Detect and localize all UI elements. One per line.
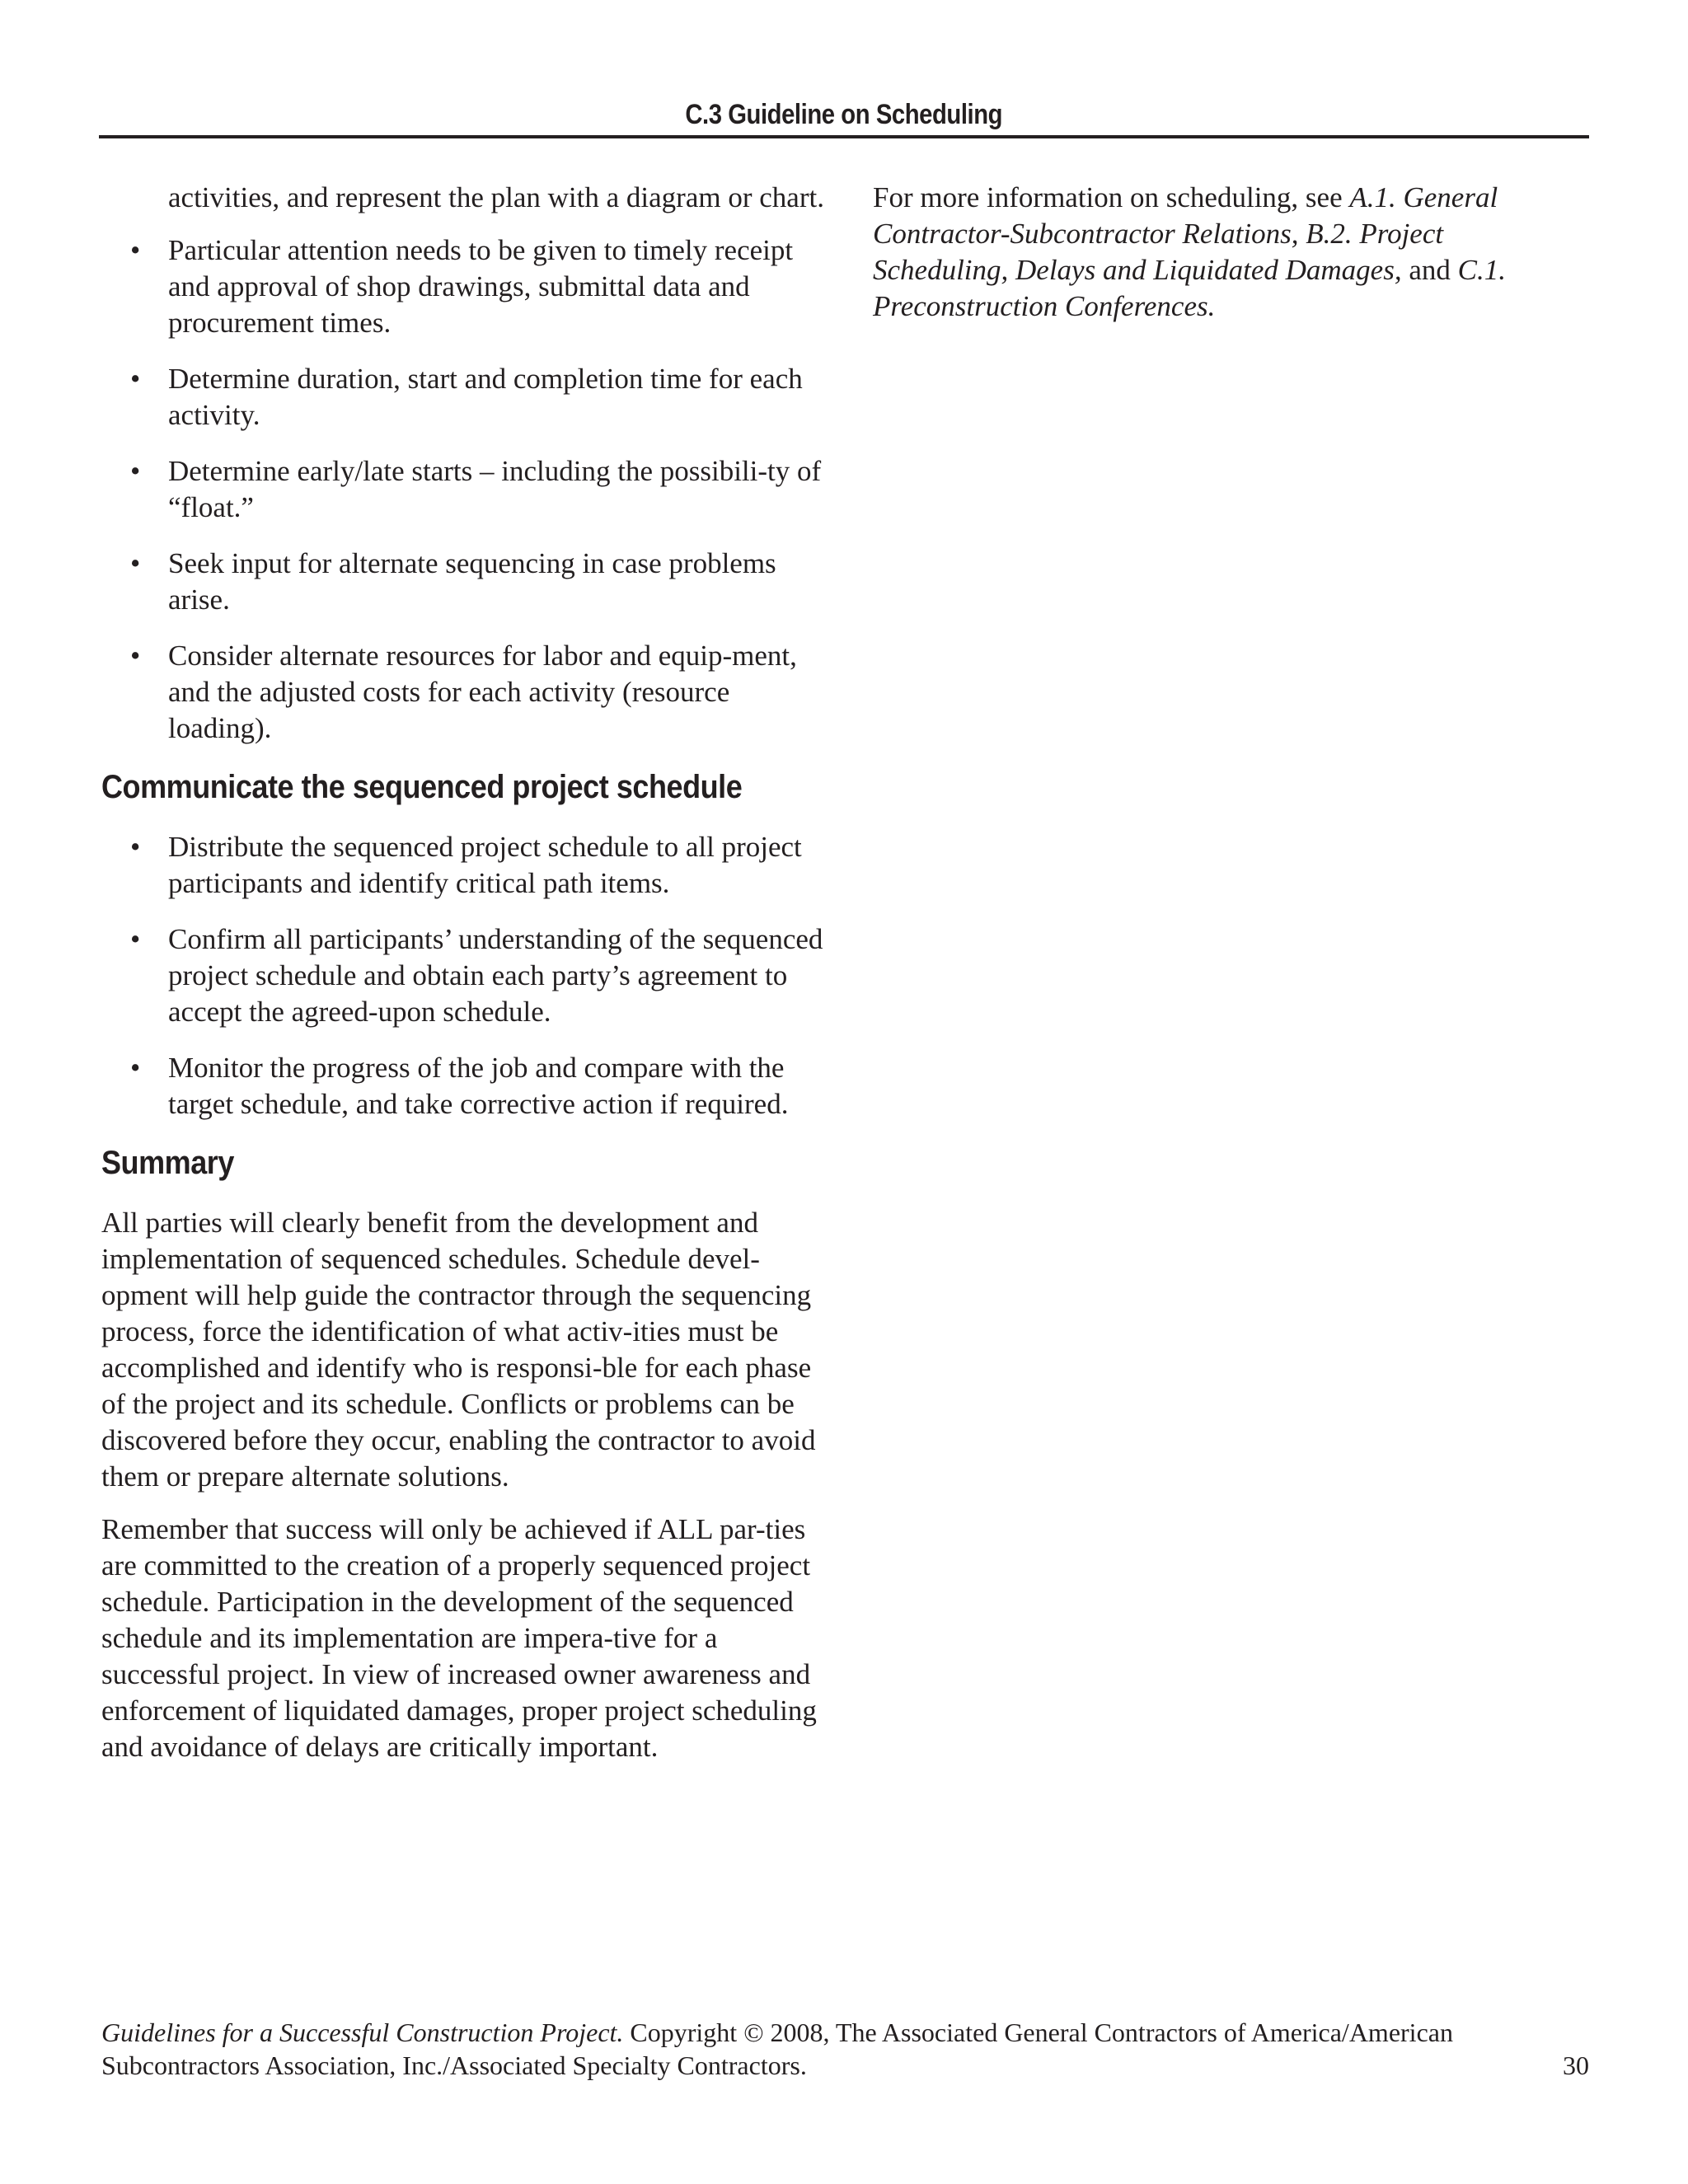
- list-item-text: Distribute the sequenced project schedule to all project participants and identify critical path items.: [168, 831, 802, 899]
- page-header: [99, 94, 1589, 138]
- bullet-glyph: •: [130, 455, 141, 487]
- bullet-glyph: •: [130, 923, 141, 955]
- list-item-text: Seek input for alternate sequencing in case problems arise.: [168, 547, 776, 616]
- list-item-text: Consider alternate resources for labor and equip-ment, and the adjusted costs for each activity (resource loading).: [168, 640, 797, 744]
- more-info-and: and: [1401, 254, 1458, 286]
- more-info-lead: For more information on scheduling, see: [873, 181, 1350, 213]
- bullet-glyph: •: [130, 363, 141, 395]
- list-item: [101, 638, 825, 747]
- bullet-glyph: •: [130, 1052, 141, 1084]
- list-item-text: Determine duration, start and completion time for each activity.: [168, 363, 803, 431]
- list-item: [101, 1050, 825, 1122]
- list-item: [101, 829, 825, 902]
- left-column: [101, 180, 825, 1782]
- bullet-glyph: •: [130, 234, 141, 266]
- page-header-title: C.3 Guideline on Scheduling: [685, 99, 1003, 130]
- reference-link-2: C.1. Preconstruction Conferences.: [873, 254, 1506, 322]
- section-heading-summary: Summary: [101, 1145, 234, 1181]
- bullet-glyph: •: [130, 547, 141, 579]
- summary-paragraph: Remember that success will only be achieved if ALL par-ties are committed to the creation of a properly sequenced project schedule. Participation in the development of the sequenced schedule and its implementation are impera-tive for a successful project. In view of increased owner awareness and enforcement of liquidated damages, proper project scheduling and avoidance of delays are critically important.: [101, 1513, 817, 1763]
- list-item-text: Monitor the progress of the job and compare with the target schedule, and take corrective action if required.: [168, 1052, 789, 1120]
- list-item: [101, 546, 825, 618]
- reference-link-1: A.1. General Contractor-Subcontractor Relations, B.2. Project Scheduling, Delays and Liquidated Damages,: [873, 181, 1498, 286]
- more-info-paragraph: [873, 180, 1565, 325]
- continued-text: activities, and represent the plan with a diagram or chart.: [168, 181, 824, 213]
- bullet-glyph: •: [130, 831, 141, 863]
- list-item-text: Particular attention needs to be given to timely receipt and approval of shop drawings, submittal data and procurement times.: [168, 234, 794, 339]
- list-item: [101, 361, 825, 434]
- communicate-bullet-list: [101, 829, 825, 1122]
- list-item-text: Confirm all participants’ understanding of the sequenced project schedule and obtain each party’s agreement to accept the agreed-upon schedule.: [168, 923, 823, 1028]
- list-item: [101, 232, 825, 341]
- list-item: [101, 921, 825, 1030]
- top-bullet-list: [101, 232, 825, 747]
- footer-publication-title: Guidelines for a Successful Construction Project.: [101, 2018, 624, 2047]
- summary-paragraph: All parties will clearly benefit from the development and implementation of sequenced schedules. Schedule devel-opment will help guide the contractor through the sequencing process, force the identification of what activ-ities must be accomplished and identify who is responsi-ble for each phase of the project and its schedule. Conflicts or problems can be discovered before they occur, enabling the contractor to avoid them or prepare alternate solutions.: [101, 1207, 816, 1493]
- page-footer: [101, 2016, 1589, 2082]
- section-heading-communicate: Communicate the sequenced project schedule: [101, 769, 743, 805]
- page-number: 30: [1563, 2050, 1589, 2080]
- list-item: [101, 453, 825, 526]
- bullet-glyph: •: [130, 640, 141, 672]
- footer-copyright: Copyright © 2008, The Associated General Contractors of America/American Subcontractors Association, Inc./Associated Specialty Contractors.: [101, 2018, 1453, 2080]
- list-item-text: Determine early/late starts – including the possibili-ty of “float.”: [168, 455, 822, 523]
- right-column: [873, 180, 1565, 341]
- footer-copyright-line: [101, 2016, 1589, 2082]
